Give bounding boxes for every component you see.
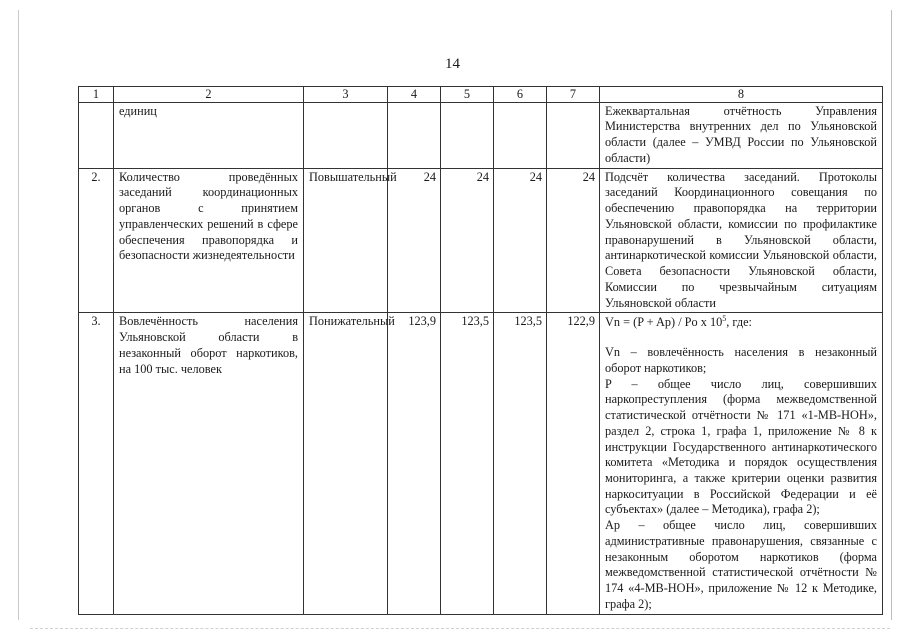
indicator-type: Повышательный <box>304 168 388 313</box>
table-row <box>79 168 883 313</box>
column-header-8: 8 <box>600 87 883 103</box>
value-col-5 <box>441 102 494 168</box>
spacer <box>605 331 877 345</box>
column-header-5: 5 <box>441 87 494 103</box>
definition-p: P – общее число лиц, совершивших наркопреступления (форма межведомственной статистической отчётности № 171 «1-МВ-НОН», раздел 2, строка 1, графа 1, приложение № 8 к инструкции Государственного антинаркотического комитета «Методика и порядок осуществления мониторинга, а также критерии оценки развития наркоситуации в Российской Федерации и её субъектах» (далее – Методика), графа 2); <box>605 376 877 517</box>
value-col-5: 24 <box>441 168 494 313</box>
formula-main: Vn = (P + Ap) / Po x 10 <box>605 315 723 330</box>
table-row <box>79 313 883 614</box>
column-header-6: 6 <box>494 87 547 103</box>
value-col-4 <box>388 102 441 168</box>
column-header-1: 1 <box>79 87 114 103</box>
value-col-6 <box>494 102 547 168</box>
value-col-4: 24 <box>388 168 441 313</box>
column-header-2: 2 <box>114 87 304 103</box>
formula <box>605 314 877 331</box>
row-number <box>79 102 114 168</box>
column-header-3: 3 <box>304 87 388 103</box>
value-col-7 <box>547 102 600 168</box>
indicator-type <box>304 102 388 168</box>
indicator-type: Понижательный <box>304 313 388 614</box>
method-description <box>600 313 883 614</box>
value-col-6: 123,5 <box>494 313 547 614</box>
indicator-table <box>78 86 883 615</box>
definition-ap: Ap – общее число лиц, совершивших административные правонарушения, связанные с незаконным оборотом наркотиков (форма межведомственной статистической отчётности № 174 «4-МВ-НОН», приложение № 12 к Методике, графа 2); <box>605 518 877 611</box>
row-number: 3. <box>79 313 114 614</box>
description-text: Подсчёт количества заседаний. Протоколы заседаний Координационного совещания по обеспечению правопорядка на территории Ульяновской области, комиссии по профилактике правонарушений в Ульяновской области, антинаркотической комиссии Ульяновской области, Совета безопасности Ульяновской области, Комиссии по чрезвычайным ситуациям Ульяновской области <box>605 169 877 310</box>
value-col-6: 24 <box>494 168 547 313</box>
value-col-7: 24 <box>547 168 600 313</box>
page-number: 14 <box>445 56 460 72</box>
value-col-5: 123,5 <box>441 313 494 614</box>
table-header-row <box>79 87 883 103</box>
indicator-name: Количество проведённых заседаний координационных органов с принятием управленческих решений в сфере обеспечения правопорядка и безопасности жизнедеятельности <box>114 168 304 313</box>
formula-exponent: 5 <box>722 314 727 324</box>
column-header-4: 4 <box>388 87 441 103</box>
row-number: 2. <box>79 168 114 313</box>
method-description <box>600 102 883 168</box>
value-col-7: 122,9 <box>547 313 600 614</box>
formula-tail: , где: <box>726 315 752 330</box>
value-col-4: 123,9 <box>388 313 441 614</box>
definition-vn: Vn – вовлечённость населения в незаконный оборот наркотиков; <box>605 345 877 375</box>
indicator-name: единиц <box>114 102 304 168</box>
table-row <box>79 102 883 168</box>
method-description <box>600 168 883 313</box>
indicator-name: Вовлечённость населения Ульяновской области в незаконный оборот наркотиков, на 100 тыс. человек <box>114 313 304 614</box>
scan-artifact-line <box>30 628 890 631</box>
description-text: Ежеквартальная отчётность Управления Министерства внутренних дел по Ульяновской области (далее – УМВД России по Ульяновской области) <box>605 103 877 165</box>
column-header-7: 7 <box>547 87 600 103</box>
